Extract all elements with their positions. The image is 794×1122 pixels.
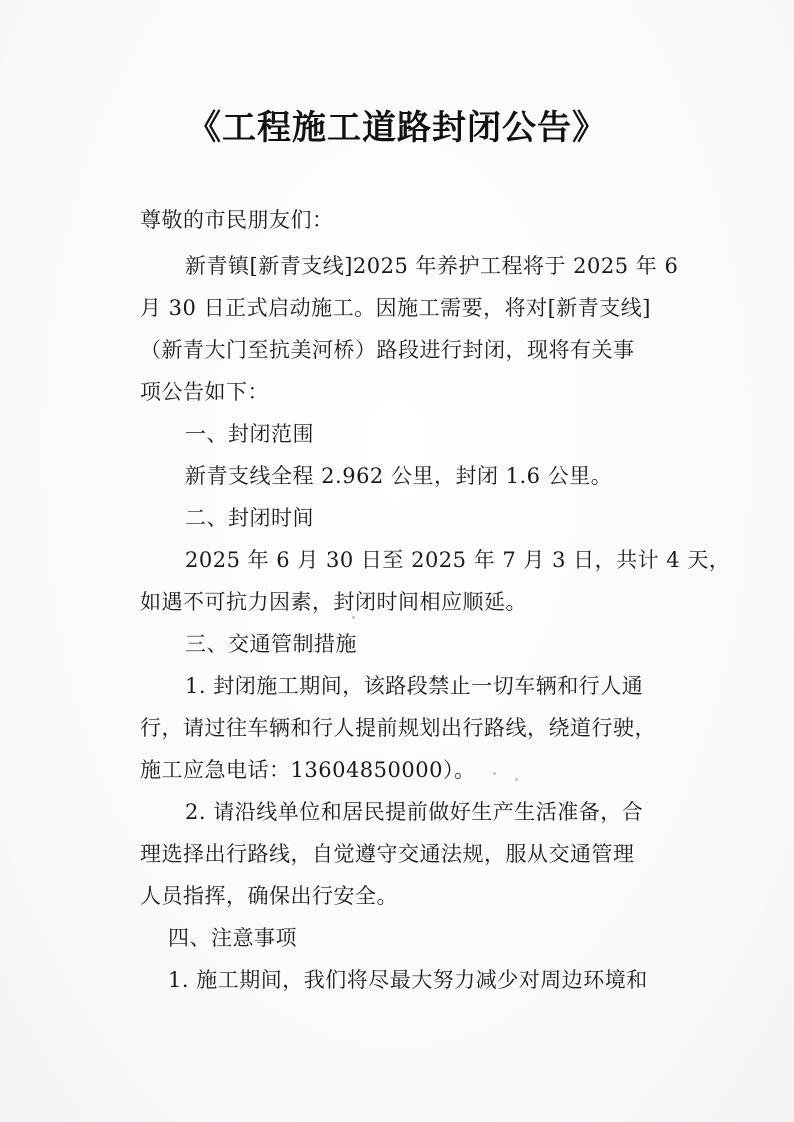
traffic-item-2-line-2: 理选择出行路线，自觉遵守交通法规，服从交通管理 bbox=[140, 842, 635, 866]
paragraph-intro-line-1: 新青镇[新青支线]2025 年养护工程将于 2025 年 6 bbox=[185, 254, 679, 278]
salutation: 尊敬的市民朋友们： bbox=[140, 208, 334, 232]
traffic-item-1-line-2: 行，请过往车辆和行人提前规划出行路线，绕道行驶， bbox=[140, 716, 656, 740]
scope-text: 新青支线全程 2.962 公里，封闭 1.6 公里。 bbox=[185, 464, 613, 488]
traffic-item-1-line-1: 1. 封闭施工期间，该路段禁止一切车辆和行人通 bbox=[185, 674, 644, 698]
section-heading-scope: 一、封闭范围 bbox=[185, 422, 314, 446]
traffic-item-2-line-1: 2. 请沿线单位和居民提前做好生产生活准备，合 bbox=[185, 800, 644, 824]
traffic-item-2-line-3: 人员指挥，确保出行安全。 bbox=[140, 884, 398, 908]
time-text-line-2: 如遇不可抗力因素，封闭时间相应顺延。 bbox=[140, 590, 527, 614]
paragraph-intro-line-3: （新青大门至抗美河桥）路段进行封闭，现将有关事 bbox=[140, 338, 635, 362]
section-heading-notes: 四、注意事项 bbox=[168, 926, 297, 950]
time-text-line-1: 2025 年 6 月 30 日至 2025 年 7 月 3 日，共计 4 天， bbox=[185, 548, 731, 572]
notes-item-1-line-1: 1. 施工期间，我们将尽最大努力减少对周边环境和 bbox=[168, 968, 648, 992]
section-heading-time: 二、封闭时间 bbox=[185, 506, 314, 530]
scan-speck bbox=[493, 772, 496, 775]
scan-speck bbox=[515, 778, 518, 781]
document-title: 《工程施工道路封闭公告》 bbox=[187, 108, 607, 148]
paragraph-intro-line-2: 月 30 日正式启动施工。因施工需要，将对[新青支线] bbox=[140, 296, 651, 320]
section-heading-traffic: 三、交通管制措施 bbox=[185, 632, 357, 656]
scan-speck bbox=[352, 616, 355, 619]
traffic-item-1-line-3: 施工应急电话：13604850000）。 bbox=[140, 758, 476, 782]
paragraph-intro-line-4: 项公告如下： bbox=[140, 380, 269, 404]
